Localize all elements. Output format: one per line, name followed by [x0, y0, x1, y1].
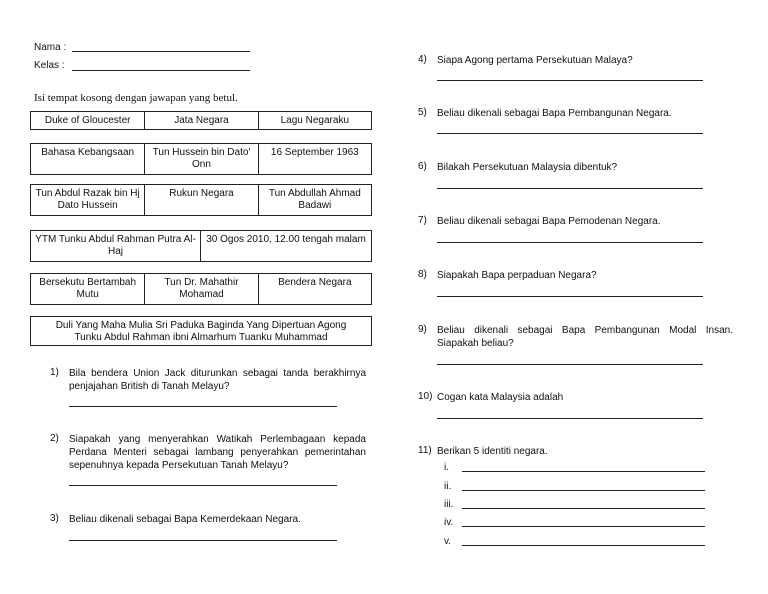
question-number: 7) [418, 215, 427, 226]
word-bank-cell: 30 Ogos 2010, 12.00 tengah malam [200, 231, 371, 261]
class-field[interactable] [72, 70, 250, 71]
word-bank-row-3 [30, 184, 372, 216]
question-number: 8) [418, 269, 427, 280]
question-number: 4) [418, 54, 427, 65]
identity-item-label: i. [444, 462, 449, 473]
word-bank-cell: Duli Yang Maha Mulia Sri Paduka Baginda Yang Dipertuan Agong Tunku Abdul Rahman ibni Almarhum Tuanku Muhammad [55, 320, 347, 343]
answer-line[interactable] [437, 364, 703, 365]
question-number: 11) [418, 445, 432, 456]
answer-line[interactable] [69, 485, 337, 486]
question-number: 9) [418, 324, 427, 335]
question-text: Beliau dikenali sebagai Bapa Pembangunan Modal Insan. Siapakah beliau? [437, 325, 733, 349]
question-number: 10) [418, 391, 433, 402]
question-text: Siapakah Bapa perpaduan Negara? [437, 270, 597, 281]
question-text: Beliau dikenali sebagai Bapa Pemodenan Negara. [437, 216, 661, 227]
question-text: Beliau dikenali sebagai Bapa Kemerdekaan Negara. [69, 514, 301, 525]
name-field[interactable] [72, 51, 250, 52]
question-number: 6) [418, 161, 427, 172]
answer-line[interactable] [437, 242, 703, 243]
question-text: Berikan 5 identiti negara. [437, 446, 548, 457]
word-bank-cell: Jata Negara [144, 112, 257, 129]
answer-line[interactable] [437, 133, 703, 134]
name-label: Nama : [34, 42, 67, 53]
answer-line[interactable] [437, 418, 703, 419]
word-bank-cell: Rukun Negara [144, 185, 257, 215]
answer-line[interactable] [69, 540, 337, 541]
word-bank-cell: Tun Abdul Razak bin Hj Dato Hussein [35, 188, 140, 211]
instruction: Isi tempat kosong dengan jawapan yang betul. [34, 92, 238, 104]
word-bank-cell: 16 September 1963 [258, 144, 371, 174]
answer-line[interactable] [437, 80, 703, 81]
word-bank-cell: Duke of Gloucester [44, 115, 131, 126]
word-bank-row-5 [30, 273, 372, 305]
answer-line[interactable] [437, 296, 703, 297]
question-number: 2) [50, 433, 59, 444]
word-bank-cell: Tun Abdullah Ahmad Badawi [258, 185, 371, 215]
class-label: Kelas : [34, 60, 65, 71]
question-number: 1) [50, 367, 59, 378]
question-text: Cogan kata Malaysia adalah [437, 392, 564, 403]
identity-item-label: iv. [444, 517, 454, 528]
identity-answer-line[interactable] [462, 526, 705, 527]
answer-line[interactable] [69, 406, 337, 407]
identity-item-label: ii. [444, 481, 452, 492]
question-text: Siapa Agong pertama Persekutuan Malaya? [437, 55, 633, 66]
word-bank-row-2 [30, 143, 372, 175]
word-bank-cell: YTM Tunku Abdul Rahman Putra Al-Haj [35, 234, 196, 257]
word-bank-row-4 [30, 230, 372, 262]
word-bank-row-1 [30, 111, 372, 130]
identity-item-label: iii. [444, 499, 454, 510]
word-bank-cell: Lagu Negaraku [258, 112, 371, 129]
question-number: 5) [418, 107, 427, 118]
word-bank-cell: Tun Hussein bin Dato' Onn [144, 144, 257, 174]
identity-answer-line[interactable] [462, 545, 705, 546]
identity-answer-line[interactable] [462, 508, 705, 509]
answer-line[interactable] [437, 188, 703, 189]
word-bank-cell: Tun Dr. Mahathir Mohamad [144, 274, 257, 304]
identity-answer-line[interactable] [462, 471, 705, 472]
identity-answer-line[interactable] [462, 490, 705, 491]
question-text: Beliau dikenali sebagai Bapa Pembangunan Negara. [437, 108, 672, 119]
question-text: Siapakah yang menyerahkan Watikah Perlembagaan kepada Perdana Menteri sebagai lambang penyerahkan pemerintahan sepenuhnya kepada Persekutuan Tanah Melayu? [69, 434, 366, 471]
identity-item-label: v. [444, 536, 452, 547]
word-bank-cell: Bahasa Kebangsaan [41, 147, 135, 158]
word-bank-cell: Bendera Negara [258, 274, 371, 304]
question-number: 3) [50, 513, 59, 524]
question-text: Bila bendera Union Jack diturunkan sebagai tanda berakhirnya penjajahan British di Tanah Melayu? [69, 368, 366, 392]
word-bank-row-6 [30, 316, 372, 346]
question-text: Bilakah Persekutuan Malaysia dibentuk? [437, 162, 618, 173]
word-bank-cell: Bersekutu Bertambah Mutu [39, 277, 137, 300]
